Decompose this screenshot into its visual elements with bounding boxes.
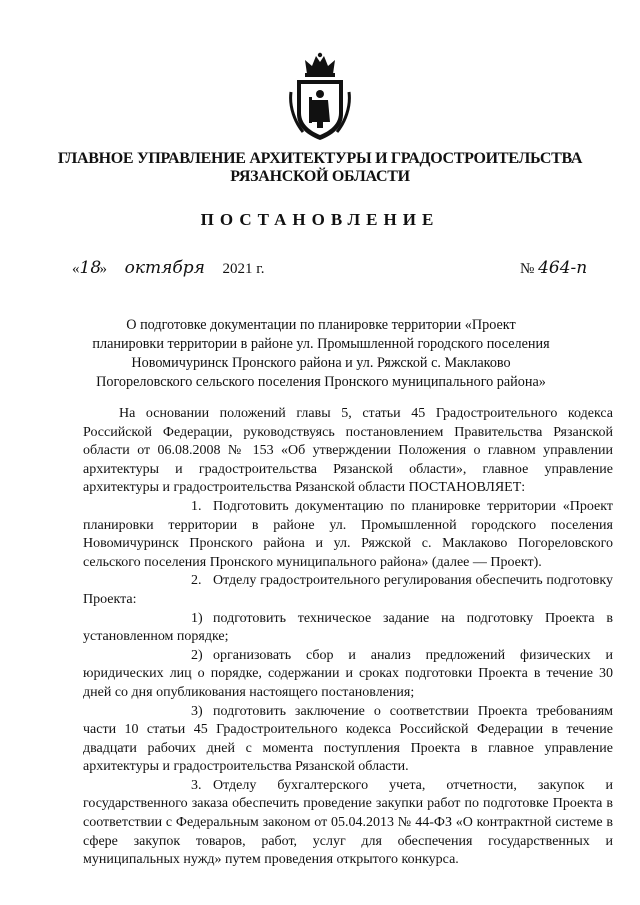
item-text: Подготовить документацию по планировке территории «Проект планировки территории в районе ул. Промышленной городского поселения Новомичуринск Пронского района и ул. Ряжской с. Маклаково Погореловского сельского поселения Пронского муниципального района» (далее — Проект). xyxy=(83,498,613,570)
subitem-3 xyxy=(83,703,613,777)
date-open-quote: « xyxy=(72,261,80,277)
document-type-title: ПОСТАНОВЛЕНИЕ xyxy=(200,210,440,229)
subitem-number: 3) xyxy=(191,703,203,719)
item-2 xyxy=(83,572,613,609)
number-prefix: № xyxy=(520,261,535,277)
date-month: октября xyxy=(124,258,205,278)
document-body xyxy=(83,405,613,870)
subitem-number: 1) xyxy=(191,610,203,626)
item-1 xyxy=(83,498,613,572)
organization-name-line1: ГЛАВНОЕ УПРАВЛЕНИЕ АРХИТЕКТУРЫ И ГРАДОСТРОИТЕЛЬСТВА xyxy=(57,150,583,167)
subitem-text: организовать сбор и анализ предложений физических и юридических лиц о порядке, содержании и сроках подготовки Проекта в течение 30 дней со дня опубликования настоящего постановления; xyxy=(83,647,613,700)
number-value: 464-п xyxy=(538,258,588,278)
date-day: 18 xyxy=(79,258,102,278)
document-number xyxy=(520,258,587,278)
preamble-paragraph: На основании положений главы 5, статьи 45 Градостроительного кодекса Российской Федерации, руководствуясь постановлением Правительства Рязанской области от 06.08.2008 № 153 «Об утверждении Положения о главном управлении архитектуры и градостроительства Рязанской области», главное управление архитектуры и градостроительства Рязанской области ПОСТАНОВЛЯЕТ: xyxy=(83,406,613,496)
date-year: 2021 г. xyxy=(222,261,265,277)
date-close-quote: » xyxy=(99,261,107,277)
document-date xyxy=(72,258,264,278)
subitem-1 xyxy=(83,610,613,647)
subitem-number: 2) xyxy=(191,647,203,663)
subitem-2 xyxy=(83,647,613,703)
subitem-text: подготовить заключение о соответствии Проекта требованиям части 10 статьи 45 Градостроительного кодекса Российской Федерации в течение двадцати рабочих дней с момента поступления Проекта в главное управление архитектуры и градостроительства Рязанской области. xyxy=(83,703,613,775)
item-number: 2. xyxy=(191,573,202,589)
document-subject: О подготовке документации по планировке территории «Проект планировки территории в районе ул. Промышленной городского поселения Новомичуринск Пронского района и ул. Ряжской с. Маклаково Погореловского сельского поселения Пронского муниципального района» xyxy=(92,317,550,390)
item-number: 1. xyxy=(191,498,202,514)
item-3 xyxy=(83,777,613,870)
item-text: Отделу бухгалтерского учета, отчетности, закупок и государственного заказа обеспечить проведение закупки работ по подготовке Проекта в соответствии с Федеральным законом от 05.04.2013 № 44-ФЗ «О контрактной системе в сфере закупок товаров, работ, услуг для обеспечения государственных и муниципальных нужд» путем проведения открытого конкурса. xyxy=(83,777,613,868)
organization-name-line2: РЯЗАНСКОЙ ОБЛАСТИ xyxy=(230,168,410,185)
item-number: 3. xyxy=(191,777,202,793)
subitem-text: подготовить техническое задание на подготовку Проекта в установленном порядке; xyxy=(83,610,613,645)
item-text: Отделу градостроительного регулирования обеспечить подготовку Проекта: xyxy=(83,573,613,607)
ryazan-coat-of-arms-icon xyxy=(289,52,351,142)
